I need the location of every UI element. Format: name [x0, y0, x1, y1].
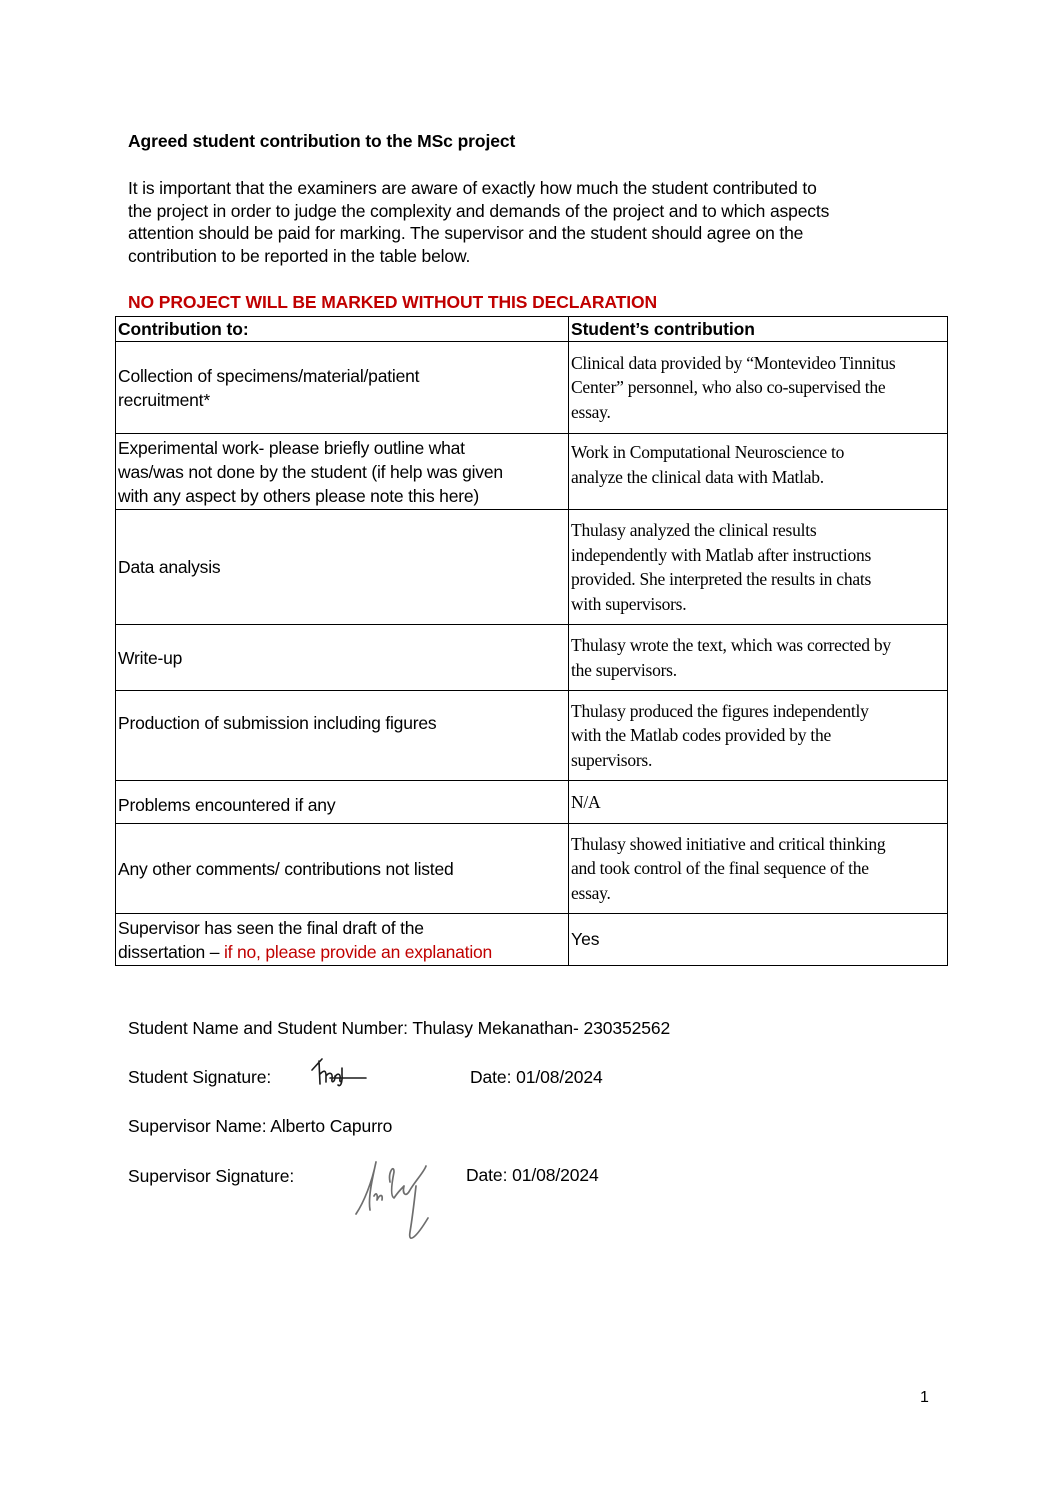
student-date: Date: 01/08/2024 [470, 1067, 603, 1087]
row-label [116, 781, 569, 824]
supervisor-signature-icon [350, 1152, 440, 1248]
value-line: with supervisors. [571, 593, 687, 614]
row-value [569, 691, 948, 781]
supervisor-name-line: Supervisor Name: Alberto Capurro [128, 1116, 393, 1136]
table-row [116, 824, 948, 914]
value-line: independently with Matlab after instructions [571, 544, 872, 565]
row-label [116, 914, 569, 966]
label-line: Data analysis [118, 557, 221, 577]
row-label [116, 434, 569, 510]
value-line: essay. [571, 401, 611, 422]
supervisor-date: Date: 01/08/2024 [466, 1165, 599, 1185]
label-line: Collection of specimens/material/patient [118, 365, 420, 386]
row-value [569, 824, 948, 914]
table-row [116, 691, 948, 781]
student-signature-label: Student Signature: [128, 1067, 272, 1087]
row-value [569, 510, 948, 625]
label-line: Production of submission including figures [118, 713, 437, 733]
value-line: essay. [571, 882, 611, 903]
label-line: Write-up [118, 647, 183, 668]
label-line: with any aspect by others please note this here) [118, 485, 480, 506]
explanation-request: if no, please provide an explanation [223, 941, 493, 962]
value-line: the supervisors. [571, 659, 677, 680]
label-line: recruitment* [118, 389, 210, 410]
row-label [116, 691, 569, 781]
table-row [116, 342, 948, 434]
value-line: Yes [571, 929, 600, 950]
label-line: Experimental work- please briefly outline what [118, 437, 465, 458]
intro-line: It is important that the examiners are aware of exactly how much the student contributed to [128, 178, 817, 198]
value-line: supervisors. [571, 749, 653, 770]
row-value [569, 342, 948, 434]
value-line: Center” personnel, who also co-supervised the [571, 377, 886, 398]
label-line: Any other comments/ contributions not listed [118, 858, 454, 879]
value-line: and took control of the final sequence of the [571, 858, 869, 879]
supervisor-signature-label: Supervisor Signature: [128, 1166, 295, 1186]
table-row [116, 434, 948, 510]
row-value [569, 914, 948, 966]
student-signature-icon [308, 1056, 372, 1090]
value-line: Thulasy showed initiative and critical thinking [571, 833, 886, 854]
row-label [116, 625, 569, 691]
table-row [116, 625, 948, 691]
contribution-table [115, 316, 948, 966]
value-line: Clinical data provided by “Montevideo Tinnitus [571, 352, 896, 373]
table-row [116, 781, 948, 824]
value-line: analyze the clinical data with Matlab. [571, 466, 824, 487]
label-line: Supervisor has seen the final draft of the [118, 917, 424, 938]
row-label [116, 824, 569, 914]
value-line: N/A [571, 791, 601, 812]
label-text: dissertation – [118, 941, 224, 962]
value-line: Thulasy wrote the text, which was corrected by [571, 635, 891, 655]
intro-paragraph [128, 177, 938, 267]
page-number: 1 [920, 1389, 929, 1406]
value-line: Work in Computational Neuroscience to [571, 442, 845, 462]
table-row [116, 510, 948, 625]
row-label [116, 510, 569, 625]
value-line: Thulasy produced the figures independently [571, 700, 869, 721]
label-line [118, 940, 566, 964]
column-header-student-contribution: Student’s contribution [569, 317, 948, 342]
row-label [116, 342, 569, 434]
label-line: was/was not done by the student (if help was given [118, 461, 503, 482]
intro-line: the project in order to judge the complexity and demands of the project and to which aspects [128, 200, 830, 221]
student-signature-stroke [312, 1059, 366, 1086]
column-header-contribution-to: Contribution to: [116, 317, 569, 342]
row-value [569, 625, 948, 691]
row-value [569, 434, 948, 510]
declaration-warning: NO PROJECT WILL BE MARKED WITHOUT THIS DECLARATION [128, 292, 658, 312]
value-line: provided. She interpreted the results in chats [571, 569, 872, 589]
label-line: Problems encountered if any [118, 795, 336, 815]
table-row [116, 914, 948, 966]
intro-line: contribution to be reported in the table below. [128, 245, 471, 266]
row-value [569, 781, 948, 824]
intro-line: attention should be paid for marking. The supervisor and the student should agree on the [128, 223, 804, 243]
student-name-line: Student Name and Student Number: Thulasy Mekanathan- 230352562 [128, 1018, 671, 1038]
value-line: with the Matlab codes provided by the [571, 725, 831, 746]
supervisor-signature-stroke [356, 1162, 428, 1238]
value-line: Thulasy analyzed the clinical results [571, 520, 817, 540]
table-header-row [116, 317, 948, 342]
page-title: Agreed student contribution to the MSc project [128, 131, 516, 151]
